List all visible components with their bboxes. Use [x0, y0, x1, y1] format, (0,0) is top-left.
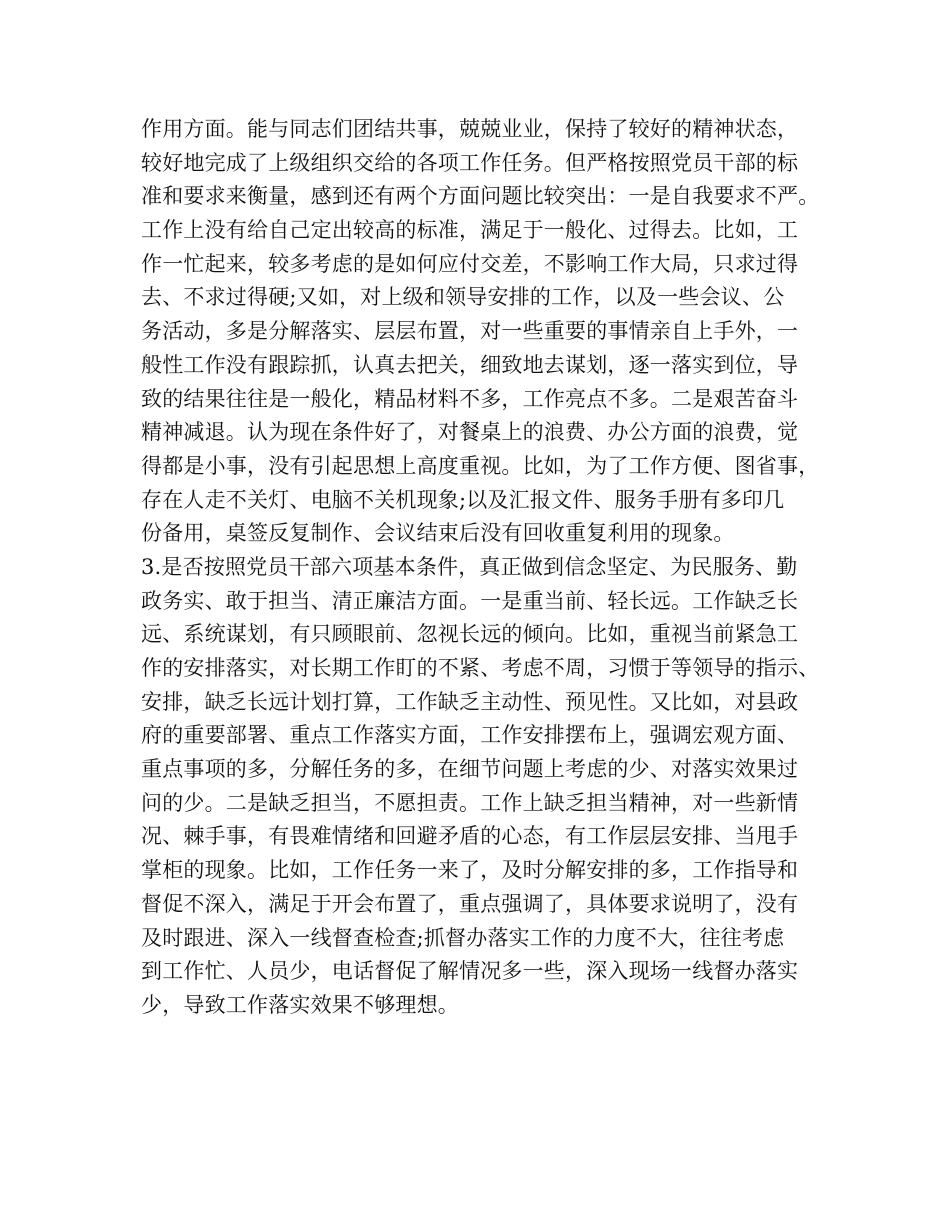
text-line: 到工作忙、人员少，电话督促了解情况多一些，深入现场一线督办落实 [141, 959, 799, 984]
text-line: 远、系统谋划，有只顾眼前、忽视长远的倾向。比如，重视当前紧急工 [141, 622, 799, 647]
text-line: 3.是否按照党员干部六项基本条件，真正做到信念坚定、为民服务、勤 [141, 554, 798, 579]
text-line: 及时跟进、深入一线督查检查;抓督办落实工作的力度不大，往往考虑 [141, 925, 785, 950]
text-line: 督促不深入，满足于开会布置了，重点强调了，具体要求说明了，没有 [141, 891, 799, 916]
text-line: 问的少。二是缺乏担当，不愿担责。工作上缺乏担当精神，对一些新情 [141, 790, 799, 815]
text-line: 份备用，桌签反复制作、会议结束后没有回收重复利用的现象。 [141, 521, 735, 546]
text-line: 准和要求来衡量，感到还有两个方面问题比较突出：一是自我要求不严。 [141, 184, 820, 209]
text-line: 务活动，多是分解落实、层层布置，对一些重要的事情亲自上手外，一 [141, 319, 799, 344]
text-line: 精神减退。认为现在条件好了，对餐桌上的浪费、办公方面的浪费，觉 [141, 420, 799, 445]
text-line: 较好地完成了上级组织交给的各项工作任务。但严格按照党员干部的标 [141, 150, 799, 175]
text-line: 政务实、敢于担当、清正廉洁方面。一是重当前、轻长远。工作缺乏长 [141, 588, 799, 613]
text-line: 存在人走不关灯、电脑不关机现象;以及汇报文件、服务手册有多印几 [141, 487, 785, 512]
text-line: 安排，缺乏长远计划打算，工作缺乏主动性、预见性。又比如，对县政 [141, 689, 799, 714]
text-line: 致的结果往往是一般化，精品材料不多，工作亮点不多。二是艰苦奋斗 [141, 386, 799, 411]
text-line: 少，导致工作落实效果不够理想。 [141, 992, 459, 1017]
text-line: 般性工作没有跟踪抓，认真去把关，细致地去谋划，逐一落实到位，导 [141, 352, 799, 377]
text-line: 工作上没有给自己定出较高的标准，满足于一般化、过得去。比如，工 [141, 218, 799, 243]
text-line: 作用方面。能与同志们团结共事，兢兢业业，保持了较好的精神状态， [141, 117, 799, 141]
text-line: 掌柜的现象。比如，工作任务一来了，及时分解安排的多，工作指导和 [141, 858, 799, 883]
text-line: 重点事项的多，分解任务的多，在细节问题上考虑的少、对落实效果过 [141, 757, 799, 782]
text-line: 作一忙起来，较多考虑的是如何应付交差，不影响工作大局，只求过得 [141, 251, 799, 276]
text-line: 去、不求过得硬;又如，对上级和领导安排的工作，以及一些会议、公 [141, 285, 785, 310]
text-line: 况、棘手事，有畏难情绪和回避矛盾的心态，有工作层层安排、当甩手 [141, 824, 799, 849]
text-line: 得都是小事，没有引起思想上高度重视。比如，为了工作方便、图省事， [141, 453, 820, 478]
text-line: 府的重要部署、重点工作落实方面，工作安排摆布上，强调宏观方面、 [141, 723, 799, 748]
text-line: 作的安排落实，对长期工作盯的不紧、考虑不周，习惯于等领导的指示、 [141, 656, 820, 680]
body-text [141, 113, 831, 1023]
